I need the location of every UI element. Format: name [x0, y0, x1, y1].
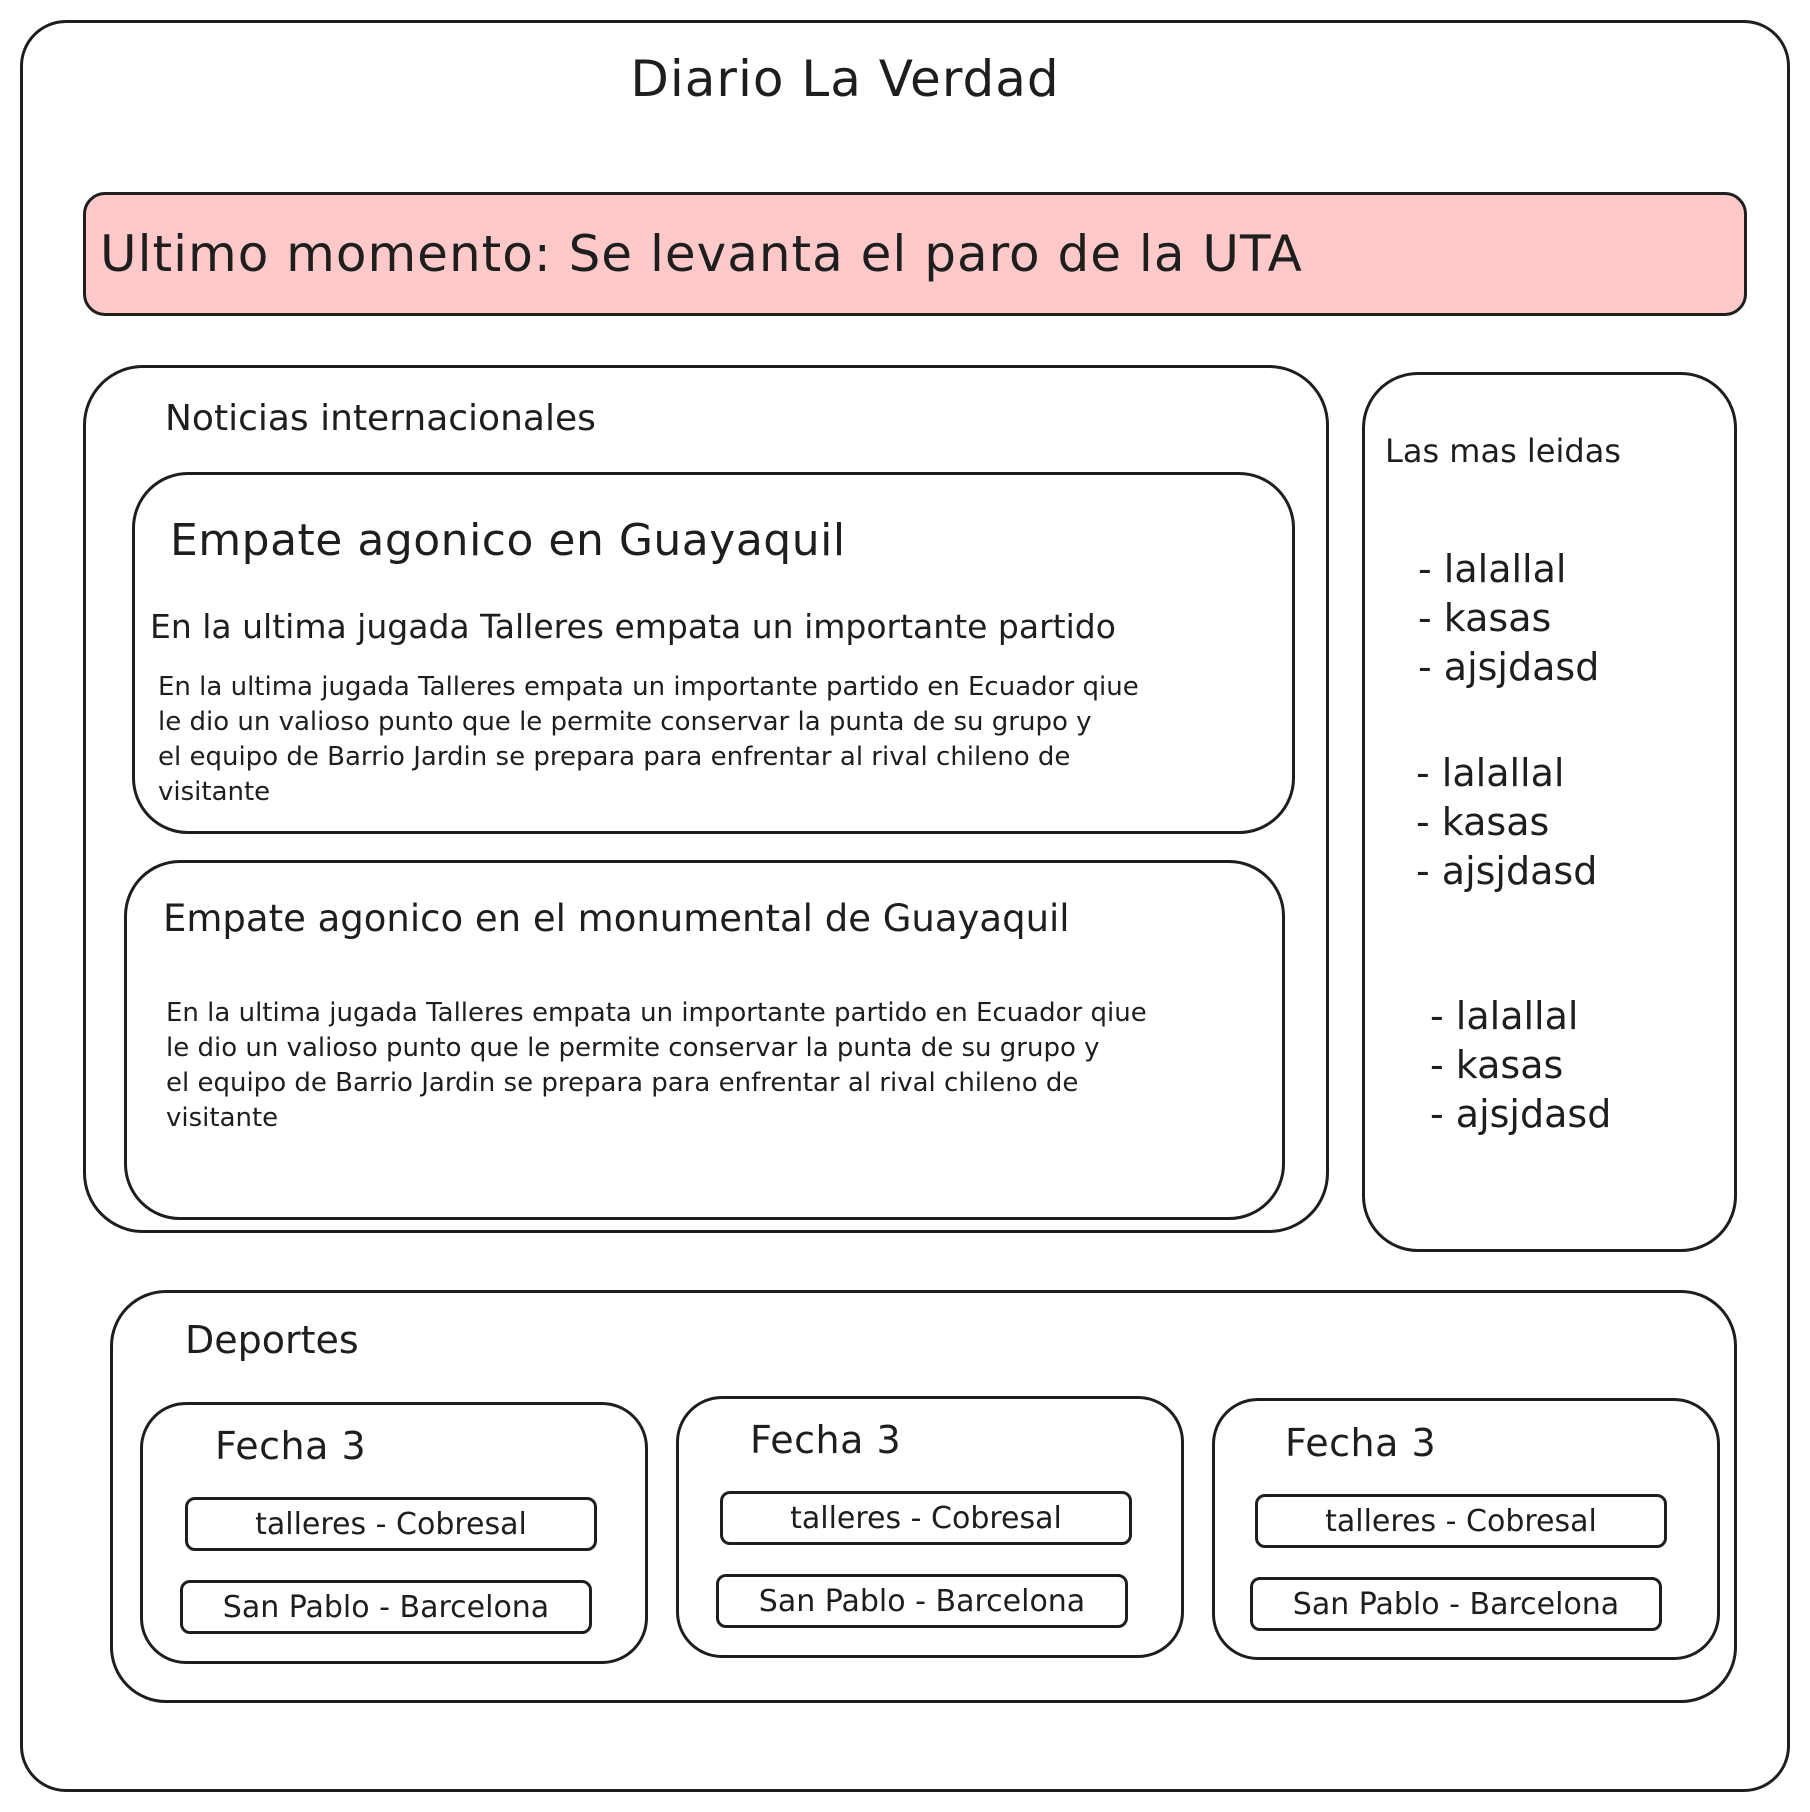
most-read-list-2	[1416, 749, 1597, 896]
body-line: visitante	[158, 777, 271, 807]
breaking-news-text: Ultimo momento: Se levanta el paro de la UTA	[100, 225, 1303, 283]
match-label: San Pablo - Barcelona	[222, 1589, 550, 1625]
match-label: San Pablo - Barcelona	[1292, 1586, 1620, 1622]
news-card-2-body	[166, 996, 1276, 1136]
body-line: el equipo de Barrio Jardin se prepara para enfrentar al rival chileno de	[166, 1068, 1079, 1098]
news-card-1-title[interactable]: Empate agonico en Guayaquil	[170, 515, 846, 566]
most-read-item[interactable]: - kasas	[1416, 800, 1550, 844]
most-read-item[interactable]: - ajsjdasd	[1430, 1092, 1612, 1136]
body-line: le dio un valioso punto que le permite conservar la punta de su grupo y	[158, 707, 1092, 737]
most-read-item[interactable]: - ajsjdasd	[1418, 645, 1600, 689]
most-read-item[interactable]: - lalallal	[1430, 994, 1579, 1038]
breaking-news-banner[interactable]	[83, 192, 1747, 316]
news-card-2-title[interactable]: Empate agonico en el monumental de Guayaquil	[163, 897, 1070, 940]
match-item[interactable]	[185, 1497, 597, 1551]
body-line: En la ultima jugada Talleres empata un importante partido en Ecuador qiue	[166, 998, 1147, 1028]
news-card-1-subtitle: En la ultima jugada Talleres empata un importante partido	[150, 607, 1116, 646]
match-item[interactable]	[1255, 1494, 1667, 1548]
body-line: el equipo de Barrio Jardin se prepara para enfrentar al rival chileno de	[158, 742, 1071, 772]
match-label: talleres - Cobresal	[1325, 1503, 1597, 1539]
most-read-item[interactable]: - ajsjdasd	[1416, 849, 1598, 893]
fixture-card-3-title: Fecha 3	[1285, 1421, 1437, 1465]
match-label: talleres - Cobresal	[255, 1506, 527, 1542]
match-item[interactable]	[180, 1580, 592, 1634]
match-label: talleres - Cobresal	[790, 1500, 1062, 1536]
match-label: San Pablo - Barcelona	[758, 1583, 1086, 1619]
most-read-item[interactable]: - lalallal	[1418, 547, 1567, 591]
most-read-item[interactable]: - kasas	[1430, 1043, 1564, 1087]
match-item[interactable]	[720, 1491, 1132, 1545]
most-read-list-1	[1418, 545, 1599, 692]
most-read-item[interactable]: - lalallal	[1416, 751, 1565, 795]
match-item[interactable]	[716, 1574, 1128, 1628]
page-title: Diario La Verdad	[630, 50, 1060, 108]
body-line: En la ultima jugada Talleres empata un importante partido en Ecuador qiue	[158, 672, 1139, 702]
body-line: visitante	[166, 1103, 279, 1133]
most-read-heading: Las mas leidas	[1385, 432, 1621, 470]
body-line: le dio un valioso punto que le permite conservar la punta de su grupo y	[166, 1033, 1100, 1063]
most-read-list-3	[1430, 992, 1611, 1139]
fixture-card-1-title: Fecha 3	[215, 1424, 367, 1468]
international-news-heading: Noticias internacionales	[165, 398, 596, 439]
most-read-item[interactable]: - kasas	[1418, 596, 1552, 640]
fixture-card-2-title: Fecha 3	[750, 1418, 902, 1462]
sports-heading: Deportes	[185, 1318, 359, 1362]
match-item[interactable]	[1250, 1577, 1662, 1631]
news-card-1-body	[158, 670, 1268, 810]
